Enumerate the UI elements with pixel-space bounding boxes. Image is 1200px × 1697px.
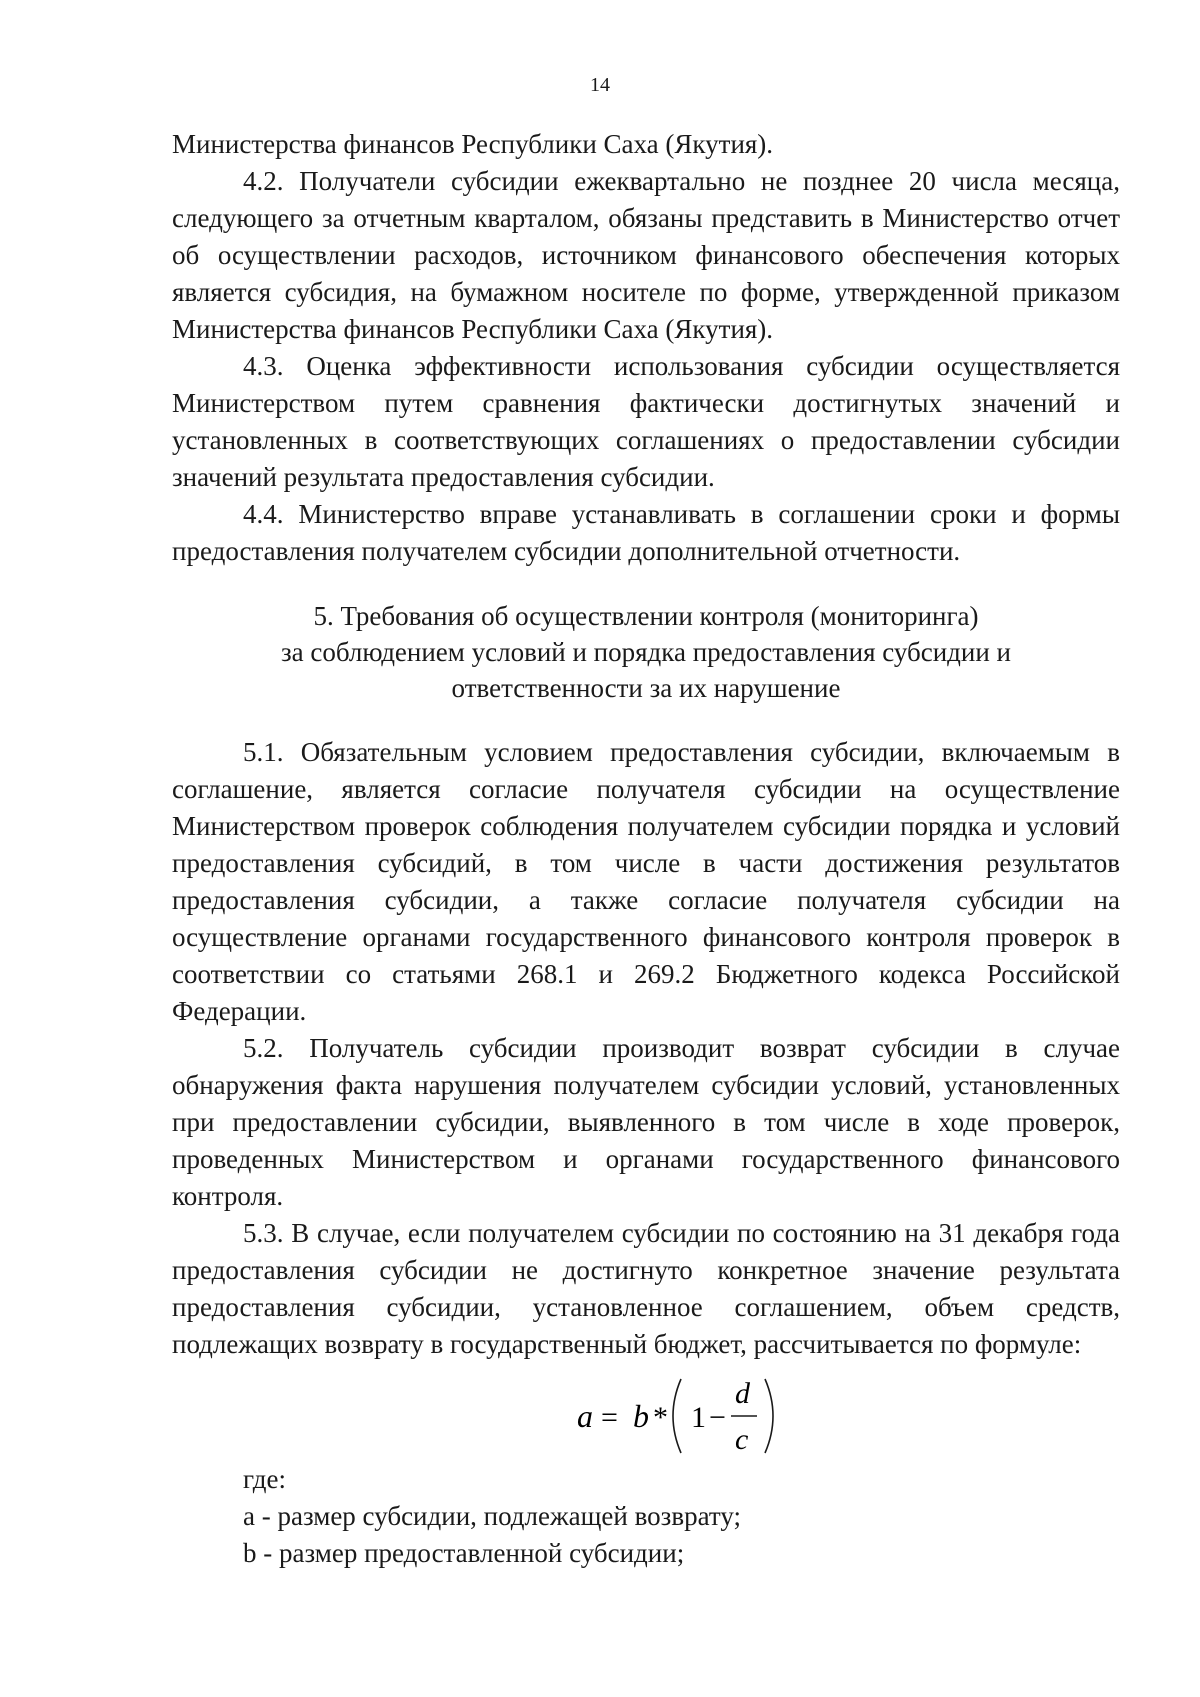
document-body: [172, 126, 1120, 1572]
formula-one: 1: [691, 1401, 706, 1434]
formula-b: b: [633, 1398, 649, 1434]
paragraph-4-2: 4.2. Получатели субсидии ежеквартально не позднее 20 числа месяца, следующего за отчетным кварталом, обязаны представить в Министерство отчет об осуществлении расходов, источником финансового обеспечения которых является субсидия, на бумажном носителе по форме, утвержденной приказом Министерства финансов Республики Саха (Якутия).: [172, 166, 1120, 344]
section-heading-line: 5. Требования об осуществлении контроля (мониторинга): [313, 601, 979, 631]
formula-numerator: d: [735, 1377, 750, 1410]
formula-equals: =: [601, 1401, 618, 1434]
paragraph-5-3: 5.3. В случае, если получателем субсидии по состоянию на 31 декабря года предоставления субсидии не достигнуто конкретное значение результата предоставления субсидии, установленное соглашением, объем средств, подлежащих возврату в государственный бюджет, рассчитывается по формуле:: [172, 1218, 1120, 1359]
definition-b: b - размер предоставленной субсидии;: [243, 1538, 685, 1568]
formula-lhs: a: [577, 1398, 593, 1434]
formula-minus: −: [709, 1401, 726, 1434]
page-number: 14: [590, 74, 610, 96]
formula: [172, 1369, 1120, 1461]
paragraph-continuation: Министерства финансов Республики Саха (Якутия).: [172, 129, 774, 159]
formula-denominator: c: [735, 1423, 749, 1456]
section-heading-line: за соблюдением условий и порядка предоставления субсидии и: [280, 637, 1012, 667]
where-label: где:: [243, 1464, 286, 1494]
paragraph-4-3: 4.3. Оценка эффективности использования субсидии осуществляется Министерством путем сравнения фактически достигнутых значений и установленных в соответствующих соглашениях о предоставлении субсидии значений результата предоставления субсидии.: [172, 351, 1120, 492]
section-heading-line: ответственности за их нарушение: [451, 673, 841, 703]
right-paren: [765, 1379, 773, 1453]
paragraph-5-2: 5.2. Получатель субсидии производит возврат субсидии в случае обнаружения факта нарушения получателем субсидии условий, установленных при предоставлении субсидии, выявленного в том числе в ходе проверок, проведенных Министерством и органами государственного финансового контроля.: [172, 1033, 1120, 1211]
definition-a: a - размер субсидии, подлежащей возврату;: [243, 1501, 741, 1531]
paragraph-5-1: 5.1. Обязательным условием предоставления субсидии, включаемым в соглашение, является согласие получателя субсидии на осуществление Министерством проверок соблюдения получателем субсидии порядка и условий предоставления субсидий, в том числе в части достижения результатов предоставления субсидии, а также согласие получателя субсидии на осуществление органами государственного финансового контроля проверок в соответствии со статьями 268.1 и 269.2 Бюджетного кодекса Российской Федерации.: [172, 737, 1120, 1026]
left-paren: [673, 1379, 681, 1453]
section-heading: [172, 598, 1120, 706]
formula-star: *: [653, 1401, 668, 1434]
formula-graphic: [577, 1369, 807, 1461]
paragraph-4-4: 4.4. Министерство вправе устанавливать в соглашении сроки и формы предоставления получателем субсидии дополнительной отчетности.: [172, 499, 1120, 566]
